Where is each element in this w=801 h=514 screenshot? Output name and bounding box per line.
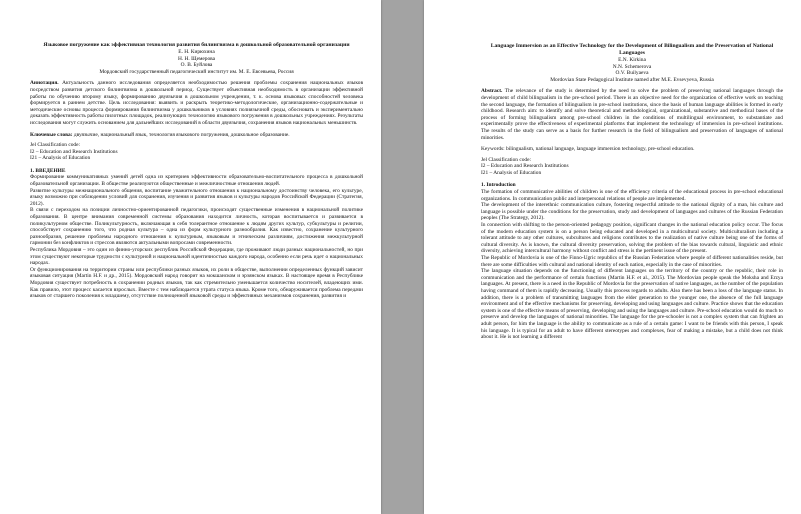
body-paragraph: The Republic of Mordovia is one of the Finno-Ugric republics of the Russian Federation where people of different nationalities reside, but there are some difficulties with cultural and national identity of each nation, especially in the case of minorities. <box>481 255 783 268</box>
keywords-label: Keywords: <box>481 146 505 153</box>
document-page-right <box>424 0 801 514</box>
page-content <box>30 42 363 300</box>
abstract <box>481 88 783 141</box>
keywords <box>30 132 363 139</box>
author-name: N.N. Schemerova <box>612 63 652 70</box>
body-paragraph: Формирование коммуникативных умений детей одна из критериев эффективности образовательно-воспитательного процесса в дошкольной образовательной организации. В обществе реализуются общественные и межличностные отношения людей. <box>30 174 363 188</box>
classification-line: I2 – Education and Research Institutions <box>30 148 118 155</box>
jel-classification <box>30 142 363 162</box>
document-page-left <box>0 0 381 514</box>
body-paragraph: In connection with shifting to the person-oriented pedagogy position, significant changes in the national education policy occur. The focus of the modern education system is on a person being educated and developed in a multicultural society. Multiculturalism including a tolerant attitude to any other cultures, subcultures and religions contributes to the realization of native culture being one of the forms of cultural diversity. As is known, the cultural diversity preservation, solving the problem of the bias towards cultural, linguistic and ethnic diversity, achieving intercultural harmony without conflict and stress is the pertinent issue of the present. <box>481 222 783 255</box>
body-paragraph: Оr функционирования на территории страны или республики разных языков, их роли в обществе, выполнении определенных функций зависит языковая ситуация (Martin H.F. и др., 2015). Мордовский народ говорит на мокшанском и эрзянском языках. В настоящее время в Республике Мордовия существует потребность в сохранении родных языков, так как стремительно уменьшается количество носителей, владеющих ими. Как правило, этот процесс касается взрослых. Вместе с тем наблюдается утрата статуса языка. Кроме того, обнаруживается проблема передачи языков от старшего поколения к младшему, отсутствие полноценной языковой среды и эффективных механизмов сохранения, развития и <box>30 266 363 300</box>
body-paragraph: Развитие культуры межнационального общения, воспитание уважительного отношения к национальному достоинству человека, его культуре, языку возможно при соблюдении условий для сохранения, изучения и развития языков и культуры народов Российской Федерации (Стратегия, 2012). <box>30 187 363 207</box>
classification-line: I21 – Analysis of Education <box>481 169 542 176</box>
affiliation: Mordovian State Pedagogical Institute named after M.E. Evsevyeva, Russia <box>550 76 714 83</box>
keywords-text: двуязычие, национальный язык, технология языкового погружения, дошкольное образование. <box>73 131 290 138</box>
abstract-label: Abstract. <box>481 88 503 95</box>
section-heading: 1. Introduction <box>481 182 516 189</box>
affiliation: Мордовский государственный педагогический институт им. М. Е. Евсевьева, Россия <box>99 68 294 75</box>
jel-classification <box>481 157 783 177</box>
author-name: Н. Н. Щемерова <box>177 55 216 62</box>
author-list <box>30 49 363 69</box>
author-name: E.N. Kirkina <box>618 56 646 63</box>
body-paragraph: В связи с переходом на позиции личностно-ориентированной педагогики, происходят существенные изменения в национальной политике образования. В центре внимания современной системы образования находится личность, которая воспитывается и развивается в поликультурном обществе. Поликультурность, включающая в себя толерантное отношение к людям других культур, субкультуры и религии, способствует сохранению того, что родная культура – одна из форм культурного разнообразия. Как известно, сохранение культурного разнообразия, решение проблемы народного отношения к культурным, языковым и этническим различиям, достижения межкультурной гармонии без конфликтов и стрессов являются актуальными вопросами современности. <box>30 207 363 247</box>
classification-line: Jel Classification code: <box>30 142 81 149</box>
keywords <box>481 146 783 153</box>
classification-line: Jel Classification code: <box>481 156 532 163</box>
author-list <box>481 57 783 77</box>
keywords-label: Ключевые слова: <box>30 131 73 138</box>
author-name: O.V. Builyaeva <box>615 70 649 77</box>
section-heading: 1. ВВЕДЕНИЕ <box>30 167 66 174</box>
body-paragraph: The development of the interethnic communication culture, fostering respectful attitude to the national dignity of a man, his culture and language is possible under the conditions for the preservation, study and development of languages and cultures of the Russian Federation peoples (The Strategy, 2012). <box>481 202 783 222</box>
page-content <box>481 43 783 341</box>
paper-title: Language Immersion as an Effective Technology for the Development of Bilingualism and the Preservation of National Languages <box>490 43 774 56</box>
body-paragraph: The formation of communicative abilities of children is one of the efficiency criteria of the educational process in pre-school educational organizations. In communication public and interpersonal relations of people are implemented. <box>481 189 783 202</box>
body-paragraph: Республика Мордовия – это один из финно-угорских республик Российской Федерации, где проживают люди разных национальностей, но при этом существуют некоторые трудности с культурной и национальной идентичностью каждого народа, особенно если речь идет о национальных народах. <box>30 247 363 267</box>
classification-line: I21 – Analysis of Education <box>30 155 91 162</box>
keywords-text: bilingualism, national language, language immersion technology, pre-school education. <box>506 146 695 153</box>
abstract-label: Аннотация. <box>30 80 59 87</box>
abstract <box>30 80 363 126</box>
abstract-text: The relevance of the study is determined by the need to solve the problem of preserving national languages through the development of child bilingualism in the pre-school period. There is an objective need for the organization of effective work on teaching the second language, the formation of bilingualism in pre-school institutions, since the basis of human language abilities is formed in early childhood. Research aim: to identify and solve theoretical and methodological, organizational, substantive and methodical bases of the process of forming bilingualism among pre-school children in the conditions of multilingual environment, to substantiate and experimentally prove the effectiveness of experimental platforms that implement the technology of immersion in pre-school institutions. The results of the study can serve as a basis for further research in the field of bilingualism and preservation of languages of national minorities. <box>481 88 783 141</box>
paper-title: Языковое погружение как эффективная технология развития билингвизма в дошкольной образовательной организации <box>43 42 350 48</box>
author-name: О. В. Буйлова <box>180 62 213 69</box>
classification-line: I2 – Education and Research Institutions <box>481 163 569 170</box>
body-paragraph: The language situation depends on the functioning of different languages on the territory of the country or the republic, their role in communication and the performance of certain functions (Martin H.F. et al., 2015). The Mordovian people speak the Moksha and Erzya languages. At present, there is a need in the Republic of Mordovia for the preservation of native languages, as the number of the population having command of them is rapidly decreasing. Usually this process regards to adults. Also there has been a loss of the language status. In addition, there is a problem of transmitting languages from the elder generation to the younger one, the absence of the full language environment and of the effective mechanisms for preserving, developing and using languages and culture. Practice shows that the education system is one of the effective means of preserving, developing and using the languages and culture. Pre-school education would do much to preserve and develop the languages of national minorities. The language for the pre-schooler is not a complex system that can frighten an adult person, for him the language is the ability to communicate as a rule of a certain game: I want to be friends with this person, I speak his language. It is typical for an adult to have different stereotypes and complexes, fear of making a mistake, but a child does not think about it. He is not learning a different <box>481 268 783 341</box>
abstract-text: Актуальность данного исследования определяется необходимостью решения проблемы сохранения национальных языков посредством развития детского билингвизма в дошкольной период. Существует объективная необходимость в организации эффективной работы по обучению второму языку, формированию двуязычия в дошкольном учреждении, т. к. основа языковых способностей человека формируется в раннем детстве. Цель исследования: выявить и раскрыть теоретико-методологические, организационно-содержательные и методические основы процесса формирования билингвизма у дошкольников в условиях полиязычной среды, обосновать и экспериментально доказать эффективность работы пилотных площадок, реализующих технологию языкового погружения в дошкольных учреждениях. Результаты исследования могут служить основанием для дальнейших исследований в области двуязычия, сохранения языков национальных меньшинств. <box>30 80 363 126</box>
author-name: Е. Н. Кирюхина <box>178 48 215 55</box>
